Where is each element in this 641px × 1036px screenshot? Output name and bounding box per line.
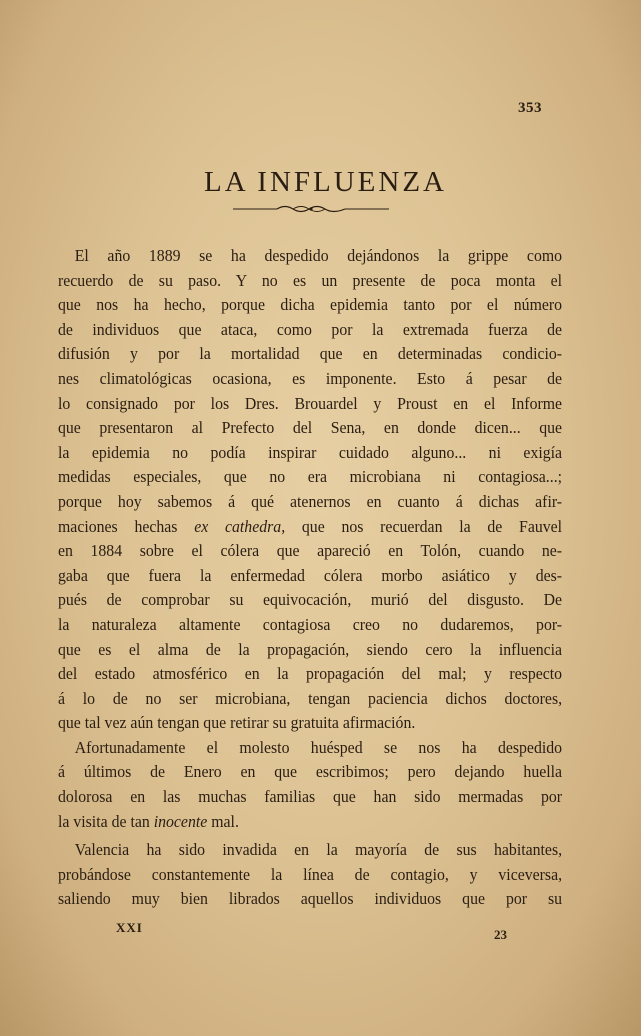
text-line: Afortunadamente el molesto huésped se nos ha despedido (74, 737, 563, 757)
text-segment: que nos recuerdan la de Fauvel (285, 516, 563, 536)
text-segment: maciones hechas (58, 516, 195, 536)
printer-signature: XXI (116, 920, 143, 935)
text-line: porque hoy sabemos á qué atenernos en cuanto á dichas afir- (58, 491, 563, 511)
text-line: que es el alma de la propagación, siendo cero la influencia (58, 639, 563, 659)
text-line: la naturaleza altamente contagiosa creo no dudaremos, por- (58, 614, 563, 634)
text-line: saliendo muy bien librados aquellos individuos que por su (58, 889, 563, 909)
text-line-with-italic (58, 515, 562, 540)
text-line: á últimos de Enero en que escribimos; pero dejando huella (58, 762, 563, 782)
italic-phrase: inocente (153, 811, 208, 831)
text-line: Valencia ha sido invadida en la mayoría de sus habitantes, (74, 840, 563, 860)
text-line: del estado atmosférico en la propagación del mal; y respecto (58, 664, 563, 684)
text-line: á lo de no ser microbiana, tengan paciencia dichos doctores, (58, 688, 563, 708)
text-line: gaba que fuera la enfermedad cólera morbo asiático y des- (58, 565, 563, 585)
text-line: nes climatológicas ocasiona, es imponente. Esto á pesar de (58, 368, 563, 388)
text-line: de individuos que ataca, como por la extremada fuerza de (58, 319, 563, 339)
paragraph-1 (58, 244, 562, 736)
text-line: la epidemia no podía inspirar cuidado alguno... ni exigía (58, 442, 563, 462)
text-line: pués de comprobar su equivocación, murió del disgusto. De (58, 590, 563, 610)
gathering-number: 23 (494, 927, 507, 942)
text-line: El año 1889 se ha despedido dejándonos la grippe como (74, 246, 563, 265)
paragraph-2 (58, 736, 562, 834)
text-segment: la visita de tan (58, 811, 154, 831)
paragraph-3 (58, 838, 562, 912)
body-text (58, 244, 562, 912)
decorative-rule-ornament (233, 203, 389, 215)
page-number: 353 (518, 100, 542, 116)
italic-phrase: ex cathedra, (194, 516, 286, 536)
text-line: difusión y por la mortalidad que en determinadas condicio- (58, 344, 563, 364)
chapter-title: LA INFLUENZA (203, 166, 447, 198)
text-line: que tal vez aún tengan que retirar su gratuita afirmación. (58, 713, 416, 733)
text-line-with-italic (58, 810, 562, 835)
text-line: dolorosa en las muchas familias que han sido mermadas por (58, 787, 563, 807)
text-line: medidas especiales, que no era microbiana ni contagiosa...; (58, 467, 563, 487)
text-line: lo consignado por los Dres. Brouardel y Proust en el Informe (58, 393, 563, 413)
text-line: recuerdo de su paso. Y no es un presente de poca monta el (58, 270, 563, 290)
text-line: que presentaron al Prefecto del Sena, en donde dicen... que (58, 418, 563, 438)
text-line: que nos ha hecho, porque dicha epidemia tanto por el número (58, 295, 563, 315)
text-line: probándose constantemente la línea de contagio, y viceversa, (58, 864, 563, 884)
text-line: en 1884 sobre el cólera que apareció en Tolón, cuando ne- (58, 541, 563, 561)
text-segment: mal. (207, 811, 239, 831)
